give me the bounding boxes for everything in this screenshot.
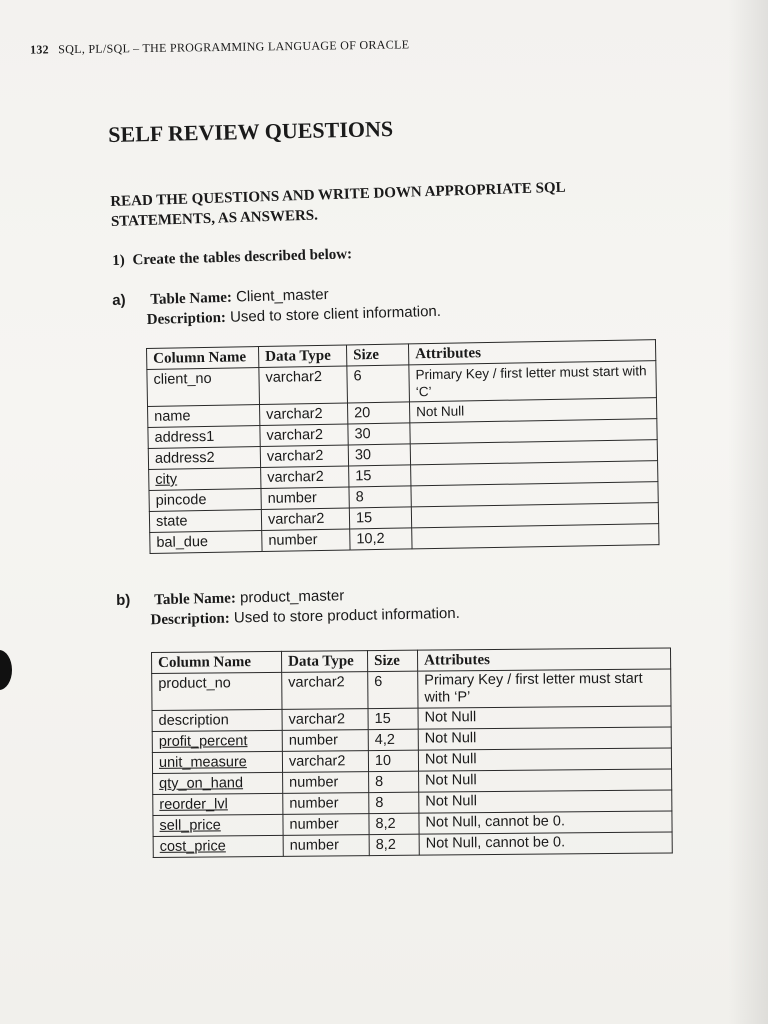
section-letter: a) — [112, 291, 126, 309]
cell-column-name: sell_price — [153, 814, 283, 836]
cell-column-name: bal_due — [150, 531, 262, 554]
cell-data-type: varchar2 — [260, 445, 348, 468]
table-name-label: Table Name: — [154, 590, 237, 609]
header-attributes: Attributes — [417, 648, 670, 671]
cell-size: 8 — [369, 771, 419, 792]
description-label: Description: — [146, 309, 227, 329]
question-text: Create the tables described below: — [132, 246, 353, 269]
question-number: 1) — [112, 252, 125, 269]
cell-column-name: reorder_lvl — [153, 793, 283, 815]
cell-size: 30 — [348, 423, 410, 445]
cell-attributes: Not Null — [418, 727, 671, 750]
cell-attributes: Primary Key / first letter must start with ‘C’ — [409, 361, 657, 402]
cell-size: 8 — [369, 792, 419, 813]
product-master-table — [151, 647, 673, 858]
cell-column-name: city — [149, 468, 261, 491]
cell-data-type: number — [261, 487, 349, 510]
cell-column-name: pincode — [149, 489, 261, 512]
cell-column-name: unit_measure — [152, 751, 282, 773]
running-header — [30, 37, 409, 57]
cell-data-type: number — [282, 730, 368, 752]
instruction-line-1: READ THE QUESTIONS AND WRITE DOWN APPROPRIATE SQL — [110, 179, 566, 210]
cell-size: 6 — [368, 671, 418, 708]
cell-attributes: Not Null — [418, 706, 671, 729]
cell-attributes — [412, 524, 659, 549]
section-letter: b) — [116, 591, 131, 609]
header-attributes: Attributes — [408, 340, 655, 365]
cell-size: 15 — [368, 708, 418, 729]
table-name: Client_master — [235, 285, 329, 306]
cell-size: 10 — [368, 750, 418, 771]
table-name: product_master — [239, 587, 345, 607]
section-a — [112, 283, 441, 330]
cell-column-name: qty_on_hand — [153, 772, 283, 794]
instruction-line-2: STATEMENTS, AS ANSWERS. — [110, 207, 319, 230]
cell-size: 20 — [347, 402, 409, 424]
header-size: Size — [367, 650, 417, 671]
cell-data-type: number — [283, 772, 369, 794]
header-data-type: Data Type — [258, 345, 346, 368]
cell-size: 8,2 — [369, 813, 419, 834]
cell-size: 6 — [347, 365, 410, 403]
question-1 — [112, 246, 352, 270]
binder-hole — [0, 650, 12, 690]
cell-column-name: client_no — [147, 368, 260, 407]
cell-attributes: Not Null, cannot be 0. — [419, 832, 672, 855]
cell-data-type: varchar2 — [259, 366, 348, 405]
running-title: SQL, PL/SQL – THE PROGRAMMING LANGUAGE OF ORACLE — [58, 37, 410, 57]
page-edge-shadow — [728, 0, 768, 1024]
header-size: Size — [346, 344, 408, 366]
instructions — [110, 173, 731, 232]
cell-data-type: varchar2 — [282, 709, 368, 731]
cell-data-type: varchar2 — [282, 751, 368, 773]
client-master-table — [146, 339, 660, 554]
cell-data-type: varchar2 — [282, 672, 368, 710]
cell-data-type: varchar2 — [260, 403, 348, 426]
cell-data-type: varchar2 — [260, 424, 348, 447]
cell-size: 30 — [348, 444, 410, 466]
cell-data-type: number — [283, 835, 369, 857]
cell-data-type: varchar2 — [261, 466, 349, 489]
header-column-name: Column Name — [147, 347, 259, 370]
cell-attributes: Not Null — [409, 398, 656, 423]
cell-column-name: cost_price — [153, 835, 283, 857]
header-column-name: Column Name — [152, 651, 282, 673]
page-title: SELF REVIEW QUESTIONS — [108, 116, 394, 147]
cell-size: 15 — [349, 507, 411, 529]
cell-column-name: description — [152, 709, 282, 731]
page-number: 132 — [29, 42, 50, 57]
cell-column-name: state — [149, 510, 261, 533]
cell-attributes: Not Null, cannot be 0. — [419, 811, 672, 834]
table-row — [152, 669, 671, 711]
cell-column-name: name — [148, 405, 260, 428]
description-text: Used to store client information. — [229, 302, 442, 326]
cell-column-name: product_no — [152, 672, 282, 710]
cell-data-type: varchar2 — [261, 508, 349, 531]
cell-column-name: address2 — [148, 447, 260, 470]
cell-size: 15 — [349, 465, 411, 487]
cell-attributes: Primary Key / first letter must start with ‘P’ — [418, 669, 671, 708]
cell-size: 10,2 — [350, 528, 412, 550]
cell-column-name: address1 — [148, 426, 260, 449]
cell-attributes: Not Null — [418, 748, 671, 771]
cell-data-type: number — [262, 529, 350, 552]
section-b — [116, 585, 460, 630]
cell-data-type: number — [283, 793, 369, 815]
cell-size: 8 — [349, 486, 411, 508]
cell-data-type: number — [283, 814, 369, 836]
cell-column-name: profit_percent — [152, 730, 282, 752]
header-data-type: Data Type — [281, 651, 367, 673]
cell-attributes: Not Null — [419, 769, 672, 792]
cell-attributes: Not Null — [419, 790, 672, 813]
cell-size: 8,2 — [369, 834, 419, 855]
description-text: Used to store product information. — [233, 604, 460, 627]
description-label: Description: — [150, 610, 230, 629]
table-name-label: Table Name: — [150, 289, 233, 308]
cell-size: 4,2 — [368, 729, 418, 750]
table-row — [153, 832, 672, 858]
